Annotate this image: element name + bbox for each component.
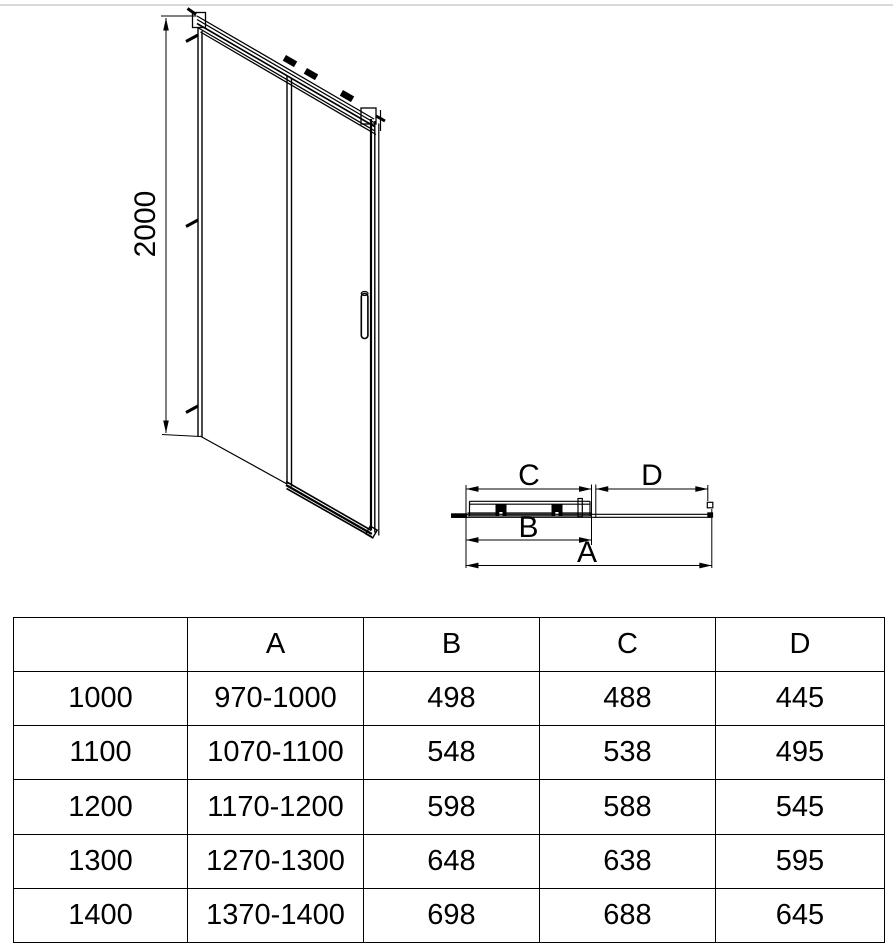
cell-d: 545: [716, 780, 885, 834]
top-left-corner-bracket: [188, 9, 206, 28]
cell-a: 1170-1200: [188, 780, 364, 834]
cell-d: 445: [716, 672, 885, 726]
cell-c: 588: [540, 780, 716, 834]
cell-a: 1270-1300: [188, 834, 364, 888]
table-row: [14, 888, 885, 942]
door-front-elevation: [186, 9, 385, 538]
table-row: [14, 780, 885, 834]
dimension-table: [13, 617, 885, 943]
door-handle: [361, 292, 368, 339]
cell-c: 488: [540, 672, 716, 726]
wall-brackets: [186, 35, 198, 413]
cell-a: 1370-1400: [188, 888, 364, 942]
cell-d: 495: [716, 726, 885, 780]
bottom-rail: [200, 436, 377, 538]
header-cell-size: [14, 618, 188, 672]
cell-size: 1400: [14, 888, 188, 942]
table-row: [14, 726, 885, 780]
header-cell-b: B: [364, 618, 540, 672]
dim-label-a: A: [576, 536, 598, 569]
dim-label-c: C: [518, 459, 540, 492]
cell-b: 698: [364, 888, 540, 942]
cell-c: 638: [540, 834, 716, 888]
cell-c: 688: [540, 888, 716, 942]
right-wall-profile: [371, 119, 379, 536]
cell-a: 970-1000: [188, 672, 364, 726]
cell-b: 498: [364, 672, 540, 726]
cell-b: 648: [364, 834, 540, 888]
header-cell-d: D: [716, 618, 885, 672]
table-row: [14, 672, 885, 726]
cell-a: 1070-1100: [188, 726, 364, 780]
table-row: [14, 834, 885, 888]
cell-size: 1100: [14, 726, 188, 780]
left-panel-edge: [198, 27, 202, 437]
cell-b: 598: [364, 780, 540, 834]
dim-label-d: D: [641, 459, 663, 492]
header-cell-c: C: [540, 618, 716, 672]
cell-b: 548: [364, 726, 540, 780]
sliding-panel-edge: [287, 76, 292, 487]
cell-c: 538: [540, 726, 716, 780]
header-cell-a: A: [188, 618, 364, 672]
table-header-row: [14, 618, 885, 672]
door-plan-view: [451, 459, 713, 569]
cell-size: 1000: [14, 672, 188, 726]
cell-size: 1200: [14, 780, 188, 834]
dim-label-b: B: [518, 511, 539, 544]
height-dimension-label: 2000: [129, 190, 162, 258]
cell-d: 595: [716, 834, 885, 888]
cell-d: 645: [716, 888, 885, 942]
cell-size: 1300: [14, 834, 188, 888]
